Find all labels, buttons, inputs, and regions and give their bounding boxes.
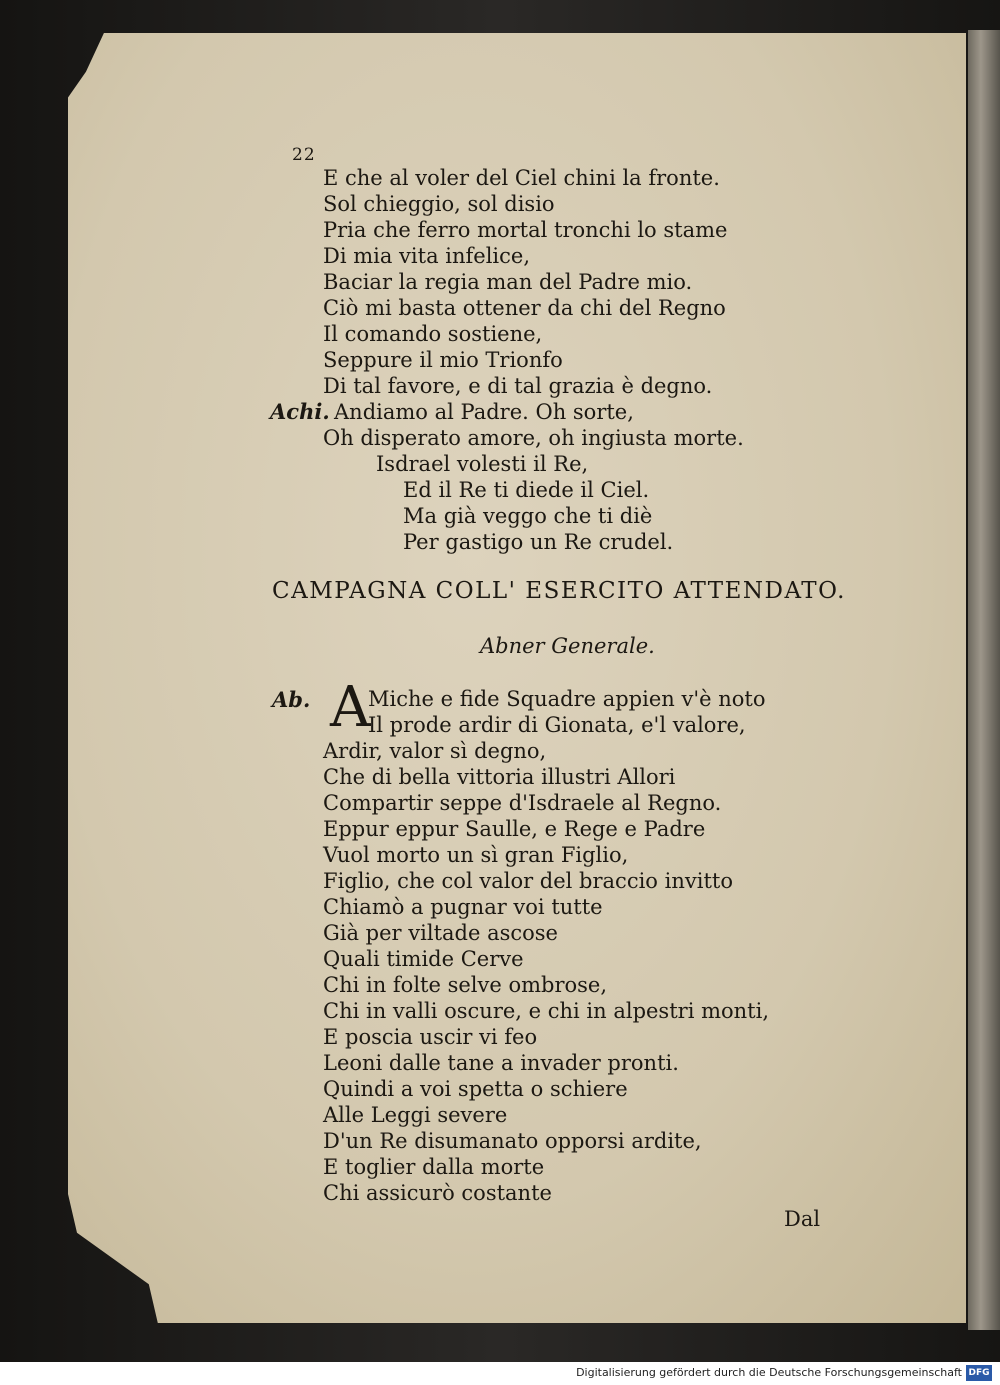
page-number: 22 <box>292 145 316 165</box>
verse-line: Quali timide Cerve <box>323 947 524 971</box>
catchword: Dal <box>784 1207 821 1231</box>
aria-line: Isdrael volesti il Re, <box>376 452 589 476</box>
speaker-label: Ab. <box>272 687 311 712</box>
verse-line: Alle Leggi severe <box>323 1103 508 1127</box>
verse-line: Miche e fide Squadre appien v'è noto <box>368 687 766 711</box>
verse-line: Quindi a voi spetta o schiere <box>323 1077 628 1101</box>
character-heading: Abner Generale. <box>480 634 655 658</box>
verse-line: Vuol morto un sì gran Figlio, <box>323 843 629 867</box>
verse-line: Di mia vita infelice, <box>323 244 531 268</box>
verse-line: D'un Re disumanato opporsi ardite, <box>323 1129 702 1153</box>
verse-line: Oh disperato amore, oh ingiusta morte. <box>323 426 744 450</box>
verse-line: Il comando sostiene, <box>323 322 543 346</box>
verse-line: Che di bella vittoria illustri Allori <box>323 765 676 789</box>
verse-line: E che al voler del Ciel chini la fronte. <box>323 166 720 190</box>
verse-line: Chi in valli oscure, e chi in alpestri monti, <box>323 999 769 1023</box>
verse-line: Di tal favore, e di tal grazia è degno. <box>323 374 713 398</box>
scene-heading: CAMPAGNA COLL' ESERCITO ATTENDATO. <box>272 578 846 604</box>
verse-line: Eppur eppur Saulle, e Rege e Padre <box>323 817 706 841</box>
verse-line: Figlio, che col valor del braccio invitto <box>323 869 733 893</box>
aria-line: Per gastigo un Re crudel. <box>403 530 674 554</box>
footer-bar <box>0 1362 1000 1385</box>
verse-line: E poscia uscir vi feo <box>323 1025 538 1049</box>
verse-line: E toglier dalla morte <box>323 1155 545 1179</box>
aria-line: Ed il Re ti diede il Ciel. <box>403 478 650 502</box>
verse-line: Chiamò a pugnar voi tutte <box>323 895 603 919</box>
verse-line: Chi in folte selve ombrose, <box>323 973 608 997</box>
verse-line: Compartir seppe d'Isdraele al Regno. <box>323 791 722 815</box>
aria-line: Ma già veggo che ti diè <box>403 504 653 528</box>
drop-cap: A <box>330 675 371 740</box>
funding-notice: Digitalisierung gefördert durch die Deutsche Forschungsgemeinschaft <box>576 1366 962 1379</box>
verse-line: Seppure il mio Trionfo <box>323 348 563 372</box>
verse-line: Pria che ferro mortal tronchi lo stame <box>323 218 728 242</box>
verse-line: Già per viltade ascose <box>323 921 558 945</box>
verse-line: Sol chieggio, sol disio <box>323 192 555 216</box>
verse-line: Baciar la regia man del Padre mio. <box>323 270 693 294</box>
dfg-logo-icon: DFG <box>966 1365 992 1381</box>
verse-line: Ardir, valor sì degno, <box>323 739 547 763</box>
verse-line: Leoni dalle tane a invader pronti. <box>323 1051 679 1075</box>
verse-line: Andiamo al Padre. Oh sorte, <box>334 400 634 424</box>
speaker-label: Achi. <box>270 399 330 424</box>
verse-line: Il prode ardir di Gionata, e'l valore, <box>368 713 746 737</box>
verse-line: Ciò mi basta ottener da chi del Regno <box>323 296 726 320</box>
verse-line: Chi assicurò costante <box>323 1181 552 1205</box>
